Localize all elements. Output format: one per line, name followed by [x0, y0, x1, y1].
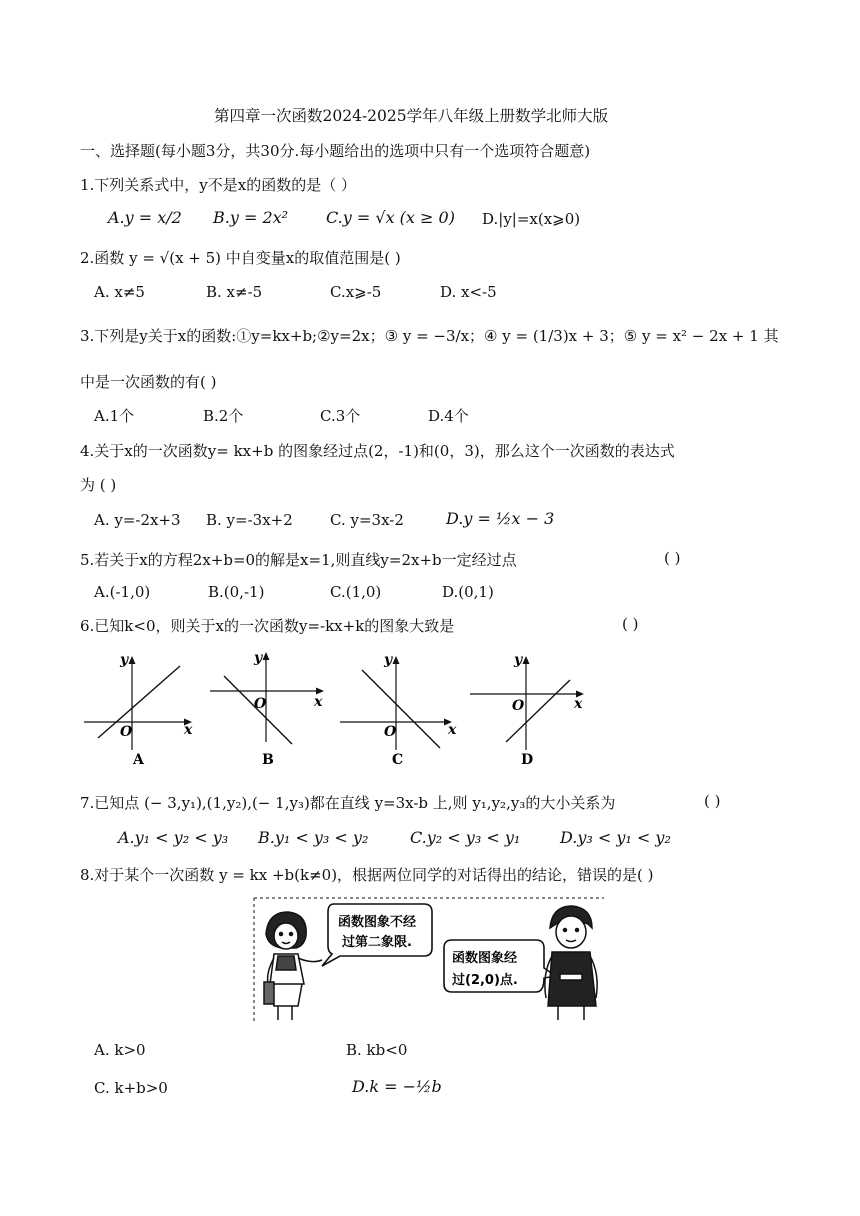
section-heading: 一、选择题(每小题3分，共30分.每小题给出的选项中只有一个选项符合题意): [80, 142, 591, 160]
q6c-origin: O: [384, 724, 397, 740]
q3-stem: 3.下列是y关于x的函数:①y=kx+b;②y=2x；③ y = −3/x；④ y = (1/3)x + 3；⑤ y = x² − 2x + 1 其: [80, 327, 779, 345]
q8-option-a[interactable]: A. k>0: [94, 1041, 146, 1059]
q6-graph-label-a: A: [133, 752, 144, 768]
q6-paren: ( ): [622, 615, 639, 633]
q6b-axis-y: y: [254, 650, 263, 666]
q6a-axis-x: x: [184, 722, 193, 738]
bubble1-line1: 函数图象不经: [338, 915, 417, 930]
q4-option-c[interactable]: C. y=3x-2: [330, 511, 404, 529]
q6-graph-c[interactable]: [336, 650, 460, 770]
q7-option-d[interactable]: D.y₃ < y₁ < y₂: [560, 828, 671, 847]
q1-option-a[interactable]: A.y = x/2: [108, 208, 182, 227]
q6-stem: 6.已知k<0，则关于x的一次函数y=-kx+k的图象大致是: [80, 617, 455, 635]
bubble1-line2: 过第二象限.: [342, 935, 412, 950]
q3-option-d[interactable]: D.4个: [428, 407, 469, 425]
q7-option-a[interactable]: A.y₁ < y₂ < y₃: [118, 828, 229, 847]
q4-stem-cont: 为 ( ): [80, 476, 117, 494]
q5-option-d[interactable]: D.(0,1): [442, 583, 494, 601]
bubble2-line2: 过(2,0)点.: [452, 973, 518, 988]
boy-figure: [545, 906, 597, 1020]
q7-paren: ( ): [704, 792, 721, 810]
q2-option-d[interactable]: D. x<-5: [440, 283, 497, 301]
q5-stem: 5.若关于x的方程2x+b=0的解是x=1,则直线y=2x+b一定经过点: [80, 551, 517, 569]
q3-stem-cont: 中是一次函数的有( ): [80, 373, 217, 391]
q7-option-c[interactable]: C.y₂ < y₃ < y₁: [410, 828, 521, 847]
q3-option-c[interactable]: C.3个: [320, 407, 361, 425]
q5-option-a[interactable]: A.(-1,0): [94, 583, 151, 601]
q6b-axis-x: x: [314, 694, 323, 710]
q4-stem: 4.关于x的一次函数y= kx+b 的图象经过点(2，-1)和(0，3)，那么这个一次函数的表达式: [80, 442, 675, 460]
q6-graph-a[interactable]: [80, 650, 200, 770]
q4-option-d[interactable]: D.y = ½x − 3: [446, 509, 555, 528]
q6-graph-label-d: D: [521, 752, 534, 768]
q2-stem: 2.函数 y = √(x + 5) 中自变量x的取值范围是( ): [80, 249, 401, 267]
q6-graph-d[interactable]: [466, 650, 590, 770]
q1-option-d[interactable]: D.|y|=x(x⩾0): [482, 210, 581, 228]
q7-option-b[interactable]: B.y₁ < y₃ < y₂: [258, 828, 369, 847]
q6-graph-label-c: C: [392, 752, 404, 768]
q6a-origin: O: [120, 724, 133, 740]
q6b-origin: O: [254, 696, 267, 712]
q4-option-a[interactable]: A. y=-2x+3: [94, 511, 181, 529]
girl-figure: [264, 912, 322, 1020]
q6d-axis-y: y: [514, 652, 523, 668]
q3-option-a[interactable]: A.1个: [94, 407, 135, 425]
q8-option-b[interactable]: B. kb<0: [346, 1041, 408, 1059]
q5-option-c[interactable]: C.(1,0): [330, 583, 382, 601]
q8-option-c[interactable]: C. k+b>0: [94, 1079, 168, 1097]
q2-option-c[interactable]: C.x⩾-5: [330, 283, 382, 301]
q8-option-d[interactable]: D.k = −½b: [352, 1077, 442, 1096]
q7-stem: 7.已知点 (− 3,y₁),(1,y₂),(− 1,y₃)都在直线 y=3x-b 上,则 y₁,y₂,y₃的大小关系为: [80, 794, 616, 812]
q1-stem: 1.下列关系式中，y不是x的函数的是（ ）: [80, 176, 357, 194]
page-title: 第四章一次函数2024-2025学年八年级上册数学北师大版: [214, 107, 609, 125]
q8-stem: 8.对于某个一次函数 y = kx +b(k≠0)，根据两位同学的对话得出的结论，错误的是( ): [80, 866, 654, 884]
q5-option-b[interactable]: B.(0,-1): [208, 583, 265, 601]
q6d-origin: O: [512, 698, 525, 714]
q6c-axis-x: x: [448, 722, 457, 738]
q1-option-c[interactable]: C.y = √x (x ≥ 0): [326, 208, 455, 227]
q2-option-b[interactable]: B. x≠-5: [206, 283, 263, 301]
q6d-axis-x: x: [574, 696, 583, 712]
q6c-axis-y: y: [384, 652, 393, 668]
q6-graph-label-b: B: [262, 752, 274, 768]
q8-dialogue-illustration: [252, 894, 608, 1024]
q6-graph-b[interactable]: [206, 646, 330, 770]
q1-option-b[interactable]: B.y = 2x²: [213, 208, 289, 227]
q6a-axis-y: y: [120, 652, 129, 668]
q5-paren: ( ): [664, 549, 681, 567]
q2-option-a[interactable]: A. x≠5: [94, 283, 145, 301]
bubble2-line1: 函数图象经: [452, 951, 518, 966]
q3-option-b[interactable]: B.2个: [203, 407, 244, 425]
q4-option-b[interactable]: B. y=-3x+2: [206, 511, 293, 529]
